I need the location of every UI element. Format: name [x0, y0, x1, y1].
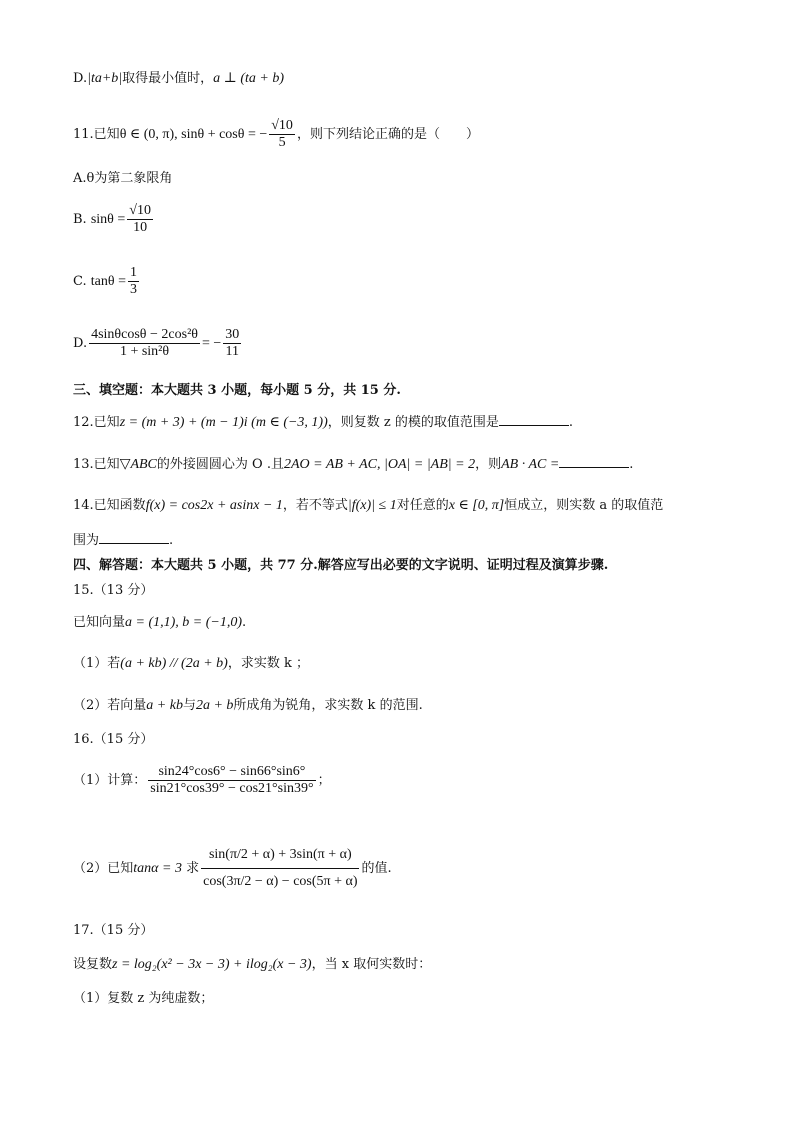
q15-given: 已知向量a = (1,1), b = (−1,0). [73, 615, 247, 630]
q14-answer-blank[interactable] [99, 531, 169, 544]
q11c-fraction: $\frac{1}{3}$ [129, 265, 137, 297]
q10d-expr: |ta+b| [87, 71, 123, 86]
q14-stem-line1: 14.已知函数f(x) = cos2x + asinx − 1，若不等式|f(x)| ≤ 1对任意的x ∈ [0, π]恒成立，则实数 a 的取值范 [73, 498, 664, 513]
q11-fraction: $\frac{√10}{5}$ [271, 118, 293, 150]
q15-part1: （1）若(a + kb) // (2a + b)，求实数 k ； [73, 656, 309, 671]
q16-part1-fraction: $\frac{\sin 24^\circ\cos 6^\circ - \sin 66^\circ\sin 6^\circ}{\sin 21^\circ\cos 39^\circ - \cos 21^\circ\sin 39^\circ}$ [150, 764, 314, 796]
q11-option-a: A.θ为第二象限角 [73, 171, 173, 186]
q11b-fraction: $\frac{√10}{10}$ [129, 203, 151, 235]
q17-given: 设复数z = log₂(x² − 3x − 3) + ilog₂(x − 3)，当 x 取何实数时： [73, 957, 432, 972]
q12-stem: 12.已知z = (m + 3) + (m − 1)i (m ∈ (−3, 1))，则复数 z 的模的取值范围是 . [73, 415, 574, 430]
q10d-expr2: a ⊥ (ta + b) [213, 71, 284, 86]
q11-option-d: D. $\frac{\text{4sinθcosθ − 2cos²θ}}{\text{1 + sin²θ}}$ = − $\frac{30}{11}$ [73, 327, 240, 359]
q14-stem-line2: 围为 . [73, 533, 174, 548]
q11d-rhs-fraction: $\frac{30}{11}$ [225, 327, 240, 359]
q16-part1: （1）计算： $\frac{\sin 24^\circ\cos 6^\circ - \sin 66^\circ\sin 6^\circ}{\sin 21^\circ\cos 39^\circ - \cos 21^\circ\sin 39^\circ}$ ； [73, 764, 331, 796]
q11-stem: 11.已知θ ∈ (0, π), sinθ + cosθ = − $\frac{√10}{5}$ ，则下列结论正确的是（ ） [73, 118, 479, 150]
q13-answer-blank[interactable] [559, 455, 629, 468]
q13-stem: 13.已知▽ABC的外接圆圆心为 O .且2AO = AB + AC, |OA| = |AB| = 2，则AB · AC = . [73, 457, 634, 472]
q12-answer-blank[interactable] [499, 413, 569, 426]
q16-heading: 16.（15 分） [73, 732, 154, 747]
q16-part2: （2）已知tanα = 3 求 $\frac{\sin(\pi/2 + \alpha) + 3\sin(\pi + \alpha)}{\cos(3\pi/2 - \alpha) - \cos(5\pi + \alpha)}$ 的值. [73, 842, 392, 895]
q16-part2-fraction: $\frac{\sin(\pi/2 + \alpha) + 3\sin(\pi + \alpha)}{\cos(3\pi/2 - \alpha) - \cos(5\pi + \alpha)}$ [201, 842, 359, 895]
q15-part2: （2）若向量a + kb与2a + b所成角为锐角，求实数 k 的范围. [73, 698, 423, 713]
section4-heading: 四、解答题：本大题共 5 小题，共 77 分.解答应写出必要的文字说明、证明过程及演算步骤. [73, 558, 609, 573]
section3-heading: 三、填空题：本大题共 3 小题，每小题 5 分，共 15 分. [73, 383, 401, 398]
q17-part1: （1）复数 z 为纯虚数； [73, 991, 214, 1006]
q15-heading: 15.（13 分） [73, 583, 154, 598]
q11-option-b: B. sinθ = $\frac{√10}{10}$ [73, 203, 151, 235]
q11-option-c: C. tanθ = $\frac{1}{3}$ [73, 265, 137, 297]
q10-option-d: D.|ta+b|取得最小值时，a ⊥ (ta + b) [73, 71, 284, 86]
q11d-fraction: $\frac{\text{4sinθcosθ − 2cos²θ}}{\text{1 + sin²θ}}$ [91, 327, 198, 359]
q17-heading: 17.（15 分） [73, 923, 154, 938]
